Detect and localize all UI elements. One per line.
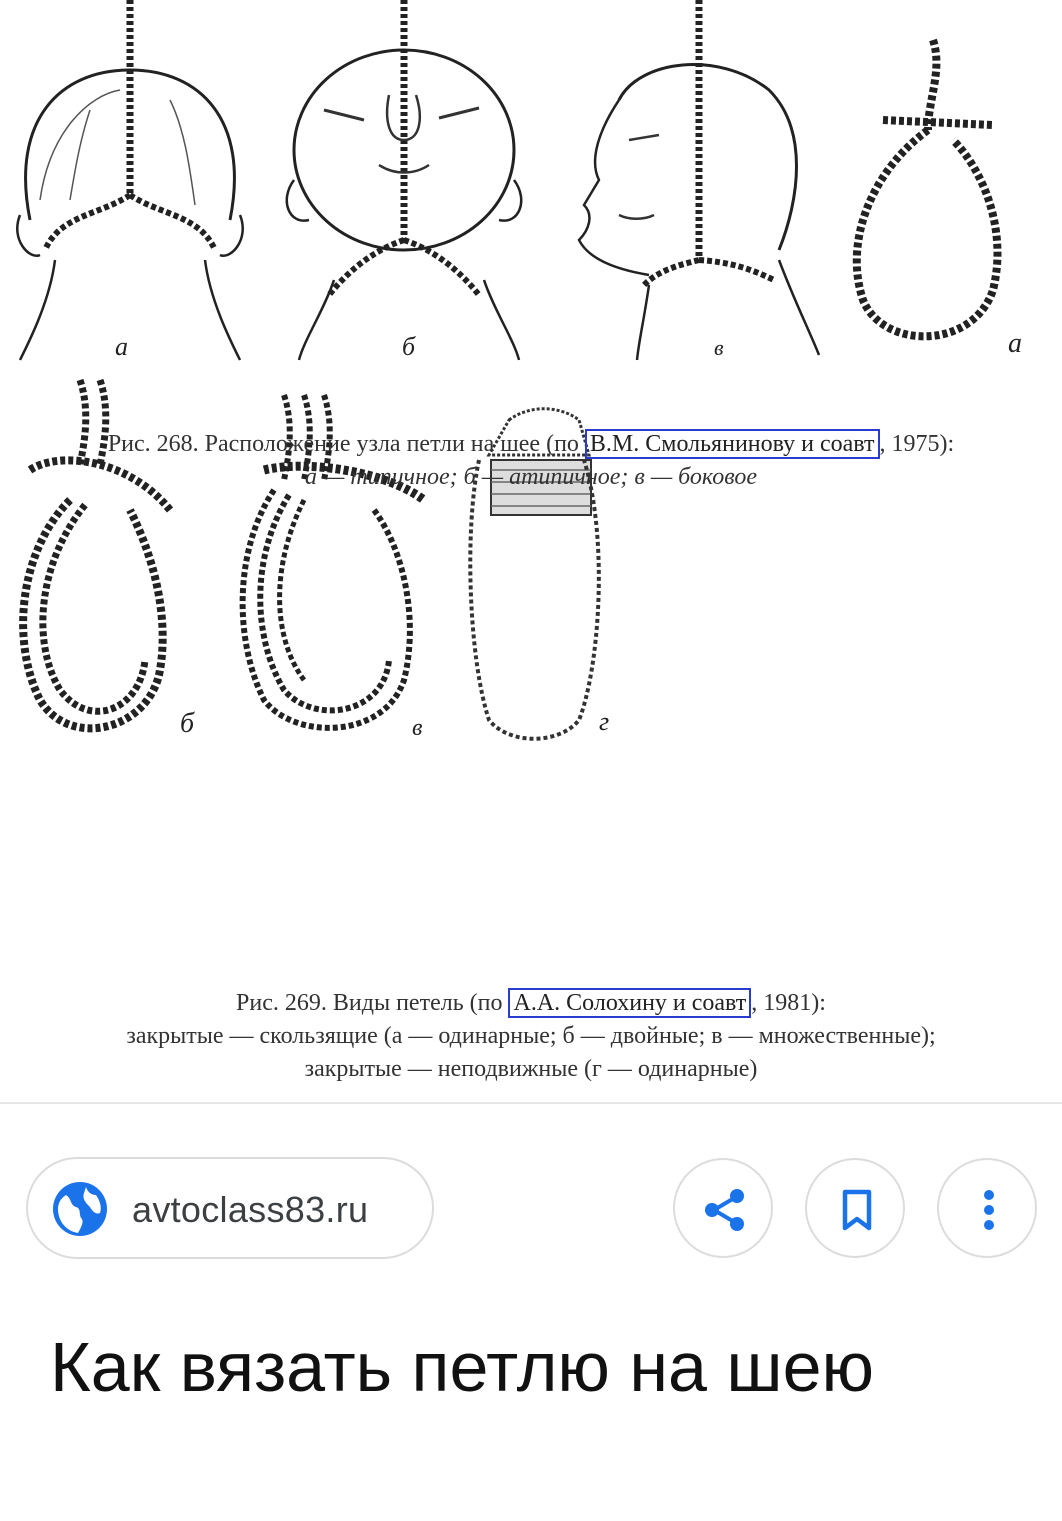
caption-268-legend: а — типичное; б — атипичное; в — боковое [305,464,757,490]
citation-smolyaninov[interactable]: В.М. Смольянинову и соавт [585,429,880,459]
more-options-button[interactable] [937,1158,1037,1258]
divider [0,1102,1062,1104]
source-site-chip[interactable] [26,1157,434,1259]
globe-icon [52,1181,108,1237]
label-268-a: а [115,332,128,361]
label-268-b: б [402,332,416,361]
site-domain: avtoclass83.ru [132,1189,369,1230]
caption-268 [0,428,1062,494]
head-side-illustration [559,0,829,365]
caption-268-text: Рис. 268. Расположение узла петли на шее (по [107,431,585,457]
loop-double-illustration [0,370,220,750]
label-269-v: в [412,715,423,741]
caption-269-year: , 1981): [751,990,826,1016]
share-icon [699,1184,751,1236]
label-268-v: в [713,335,724,360]
caption-269-line3: закрытые — неподвижные (г — одинарные) [304,1056,758,1082]
save-button[interactable] [805,1158,905,1258]
caption-268-year: , 1975): [879,431,955,457]
share-button[interactable] [673,1158,773,1258]
caption-269-line2: закрытые — скользящие (а — одинарные; б — двойные; в — множественные); [126,1023,936,1049]
head-back-illustration [0,0,260,365]
caption-269 [0,987,1062,1086]
label-269-b: б [180,708,195,739]
result-title[interactable]: Как вязать петлю на шею [50,1328,875,1406]
citation-solokhin[interactable]: А.А. Солохину и соавт [508,988,751,1018]
label-269-g: г [598,707,610,736]
caption-269-text: Рис. 269. Виды петель (по [236,990,509,1016]
bookmark-icon [831,1184,883,1236]
loop-single-illustration [833,30,1053,365]
label-269-a: а [1008,328,1023,359]
head-front-illustration [264,0,554,365]
more-vert-icon [963,1184,1015,1236]
